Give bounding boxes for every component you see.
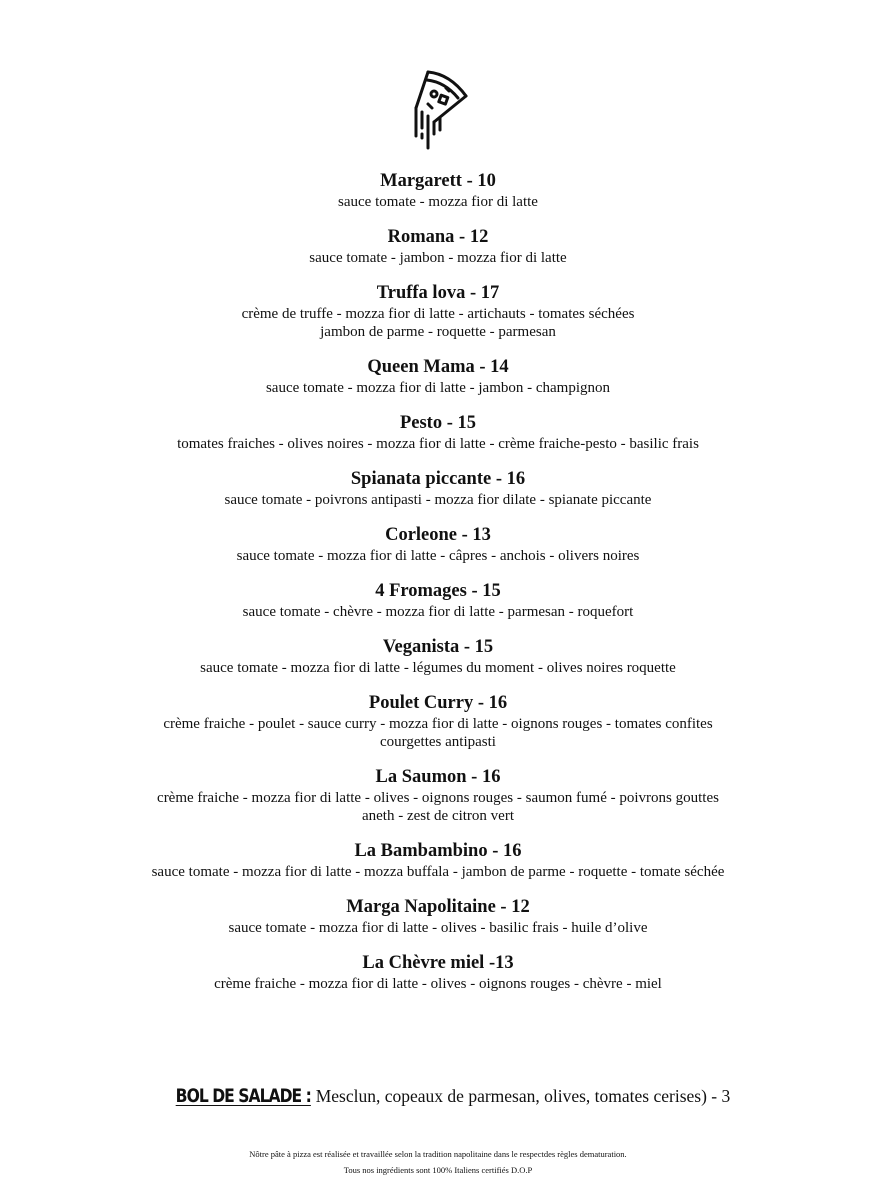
menu-item-title: Pesto - 15 <box>399 413 477 433</box>
footnote-dough: Nôtre pâte à pizza est réalisée et travaillée selon la tradition napolitaine dans le respectdes règles dematuration. <box>249 1149 627 1159</box>
menu-item-title: Margarett - 10 <box>380 171 496 191</box>
menu-item <box>0 411 876 453</box>
menu-item-description: sauce tomate - mozza fior di latte - mozza buffala - jambon de parme - roquette - tomate séchée <box>151 864 725 880</box>
menu-item <box>0 765 876 825</box>
menu-item <box>0 579 876 621</box>
menu-item <box>0 467 876 509</box>
menu-item-description: crème fraiche - poulet - sauce curry - mozza fior di latte - oignons rouges - tomates confites courgettes antipasti <box>163 716 713 750</box>
menu-item-description: sauce tomate - jambon - mozza fior di latte <box>309 250 567 266</box>
menu-item <box>0 895 876 937</box>
menu-item-description: sauce tomate - mozza fior di latte - câpres - anchois - olivers noires <box>236 548 640 564</box>
menu-item-title: La Chèvre miel -13 <box>362 953 514 973</box>
menu-item-description: crème de truffe - mozza fior di latte - artichauts - tomates séchées jambon de parme - roquette - parmesan <box>241 306 635 340</box>
menu-item-title: 4 Fromages - 15 <box>375 581 501 601</box>
menu-item-description: crème fraiche - mozza fior di latte - olives - oignons rouges - chèvre - miel <box>214 976 662 992</box>
menu-item-title: La Saumon - 16 <box>375 767 501 787</box>
menu-item <box>0 839 876 881</box>
salad-line <box>0 1085 876 1107</box>
menu-item-description: sauce tomate - mozza fior di latte - jambon - champignon <box>265 380 611 396</box>
menu-item-description: crème fraiche - mozza fior di latte - olives - oignons rouges - saumon fumé - poivrons gouttes aneth - zest de citron vert <box>157 790 719 824</box>
pizza-slice-icon <box>406 66 472 152</box>
salad-description: Mesclun, copeaux de parmesan, olives, tomates cerises) - 3 <box>315 1086 731 1106</box>
menu-item <box>0 523 876 565</box>
menu-item-description: sauce tomate - poivrons antipasti - mozza fior dilate - spianate piccante <box>224 492 652 508</box>
menu-item-description: sauce tomate - mozza fior di latte - olives - basilic frais - huile d’olive <box>228 920 648 936</box>
menu-item-title: Corleone - 13 <box>385 525 491 545</box>
salad-label: BOL DE SALADE : <box>175 1085 311 1107</box>
menu-item-title: Marga Napolitaine - 12 <box>346 897 530 917</box>
menu-item-title: La Bambambino - 16 <box>354 841 522 861</box>
menu-item-description: sauce tomate - mozza fior di latte <box>338 194 538 210</box>
footnote-ingredients: Tous nos ingrédients sont 100% Italiens certifiés D.O.P <box>343 1165 533 1175</box>
menu-item-title: Spianata piccante - 16 <box>350 469 526 489</box>
menu-item <box>0 951 876 993</box>
menu-item <box>0 355 876 397</box>
footnotes <box>0 1146 876 1178</box>
menu-item-title: Romana - 12 <box>387 227 489 247</box>
menu-item <box>0 691 876 751</box>
pizza-menu-list <box>0 169 876 1007</box>
menu-item <box>0 169 876 211</box>
menu-item-title: Truffa lova - 17 <box>376 283 500 303</box>
menu-item <box>0 281 876 341</box>
menu-item <box>0 635 876 677</box>
menu-item-description: tomates fraiches - olives noires - mozza fior di latte - crème fraiche-pesto - basilic frais <box>177 436 699 452</box>
menu-item-description: sauce tomate - mozza fior di latte - légumes du moment - olives noires roquette <box>200 660 676 676</box>
menu-item-title: Queen Mama - 14 <box>367 357 509 377</box>
menu-item-description: sauce tomate - chèvre - mozza fior di latte - parmesan - roquefort <box>242 604 634 620</box>
menu-item-title: Veganista - 15 <box>382 637 494 657</box>
menu-item-title: Poulet Curry - 16 <box>368 693 508 713</box>
menu-item <box>0 225 876 267</box>
